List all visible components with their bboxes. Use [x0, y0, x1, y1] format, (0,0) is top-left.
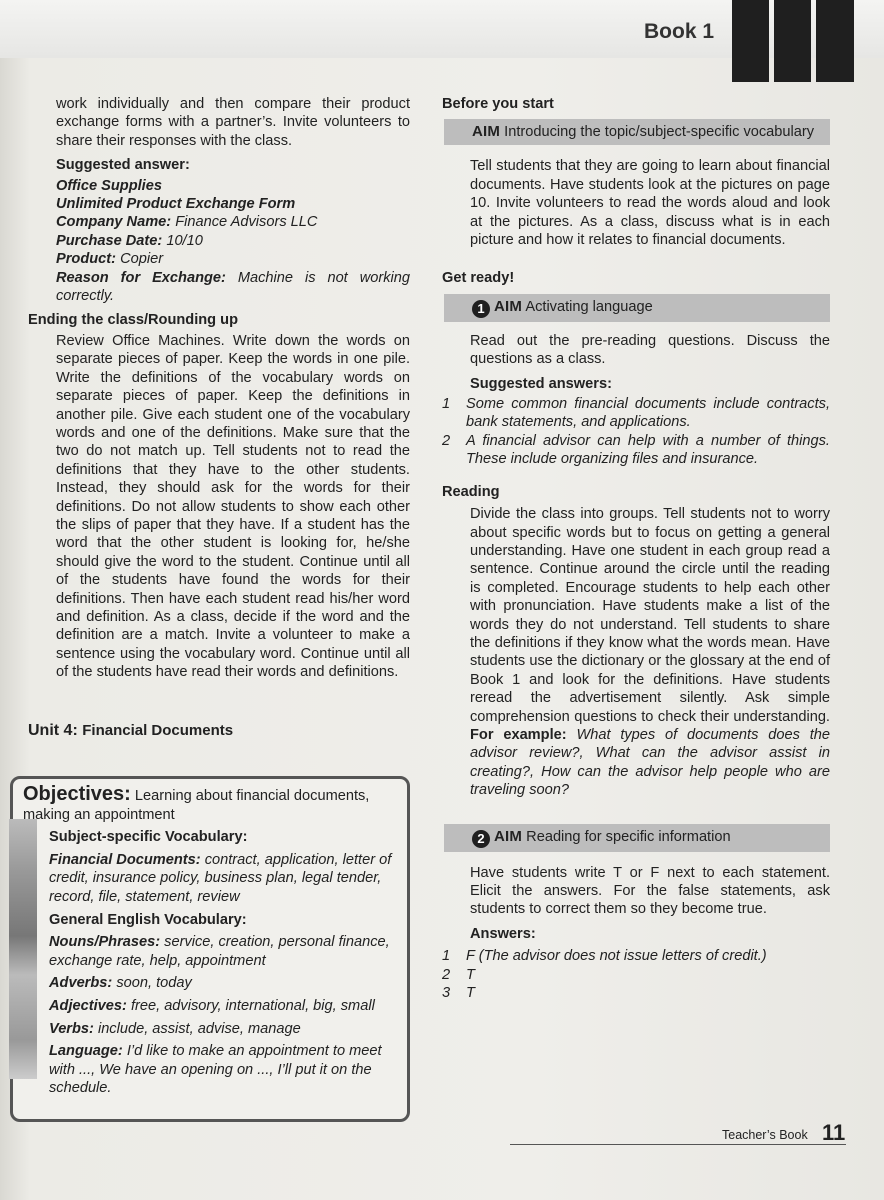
suggested-answers-heading: Suggested answers:: [470, 375, 612, 392]
nouns-text: service, creation, personal finance, exchange rate, help, appointment: [49, 934, 390, 969]
subject-vocab-heading: Subject-specific Vocabulary:: [49, 829, 248, 846]
reason-label: Reason for Exchange:: [56, 269, 226, 286]
right-column: [442, 95, 830, 1002]
unit-heading: [28, 722, 410, 740]
adjectives-label: Adjectives:: [49, 997, 127, 1014]
footer-label: Teacher’s Book: [722, 1128, 808, 1142]
company-label: Company Name:: [56, 214, 172, 231]
adverbs-text: soon, today: [116, 975, 192, 992]
intro-text: work individually and then compare their product exchange forms with a partner’s. Invite volunteers to share their responses with the class.: [56, 96, 410, 149]
objectives-box: [10, 776, 410, 1122]
objectives-label: Objectives:: [23, 783, 131, 805]
list-item: [442, 947, 830, 965]
fin-docs-text: contract, application, letter of credit, insurance policy, business plan, legal tender, record, file, statement, review: [49, 851, 392, 905]
product-label: Product:: [56, 251, 116, 268]
side-strip: [9, 819, 37, 1079]
objectives-line: [23, 785, 407, 824]
item-number: 3: [442, 985, 451, 1002]
before-heading: Before you start: [442, 96, 554, 112]
product-value: Copier: [120, 251, 164, 268]
adjectives-text: free, advisory, international, big, small: [130, 997, 375, 1014]
form-title: Office Supplies: [56, 177, 162, 194]
reason-line: [28, 269, 410, 306]
item-text: A financial advisor can help with a number of things. These include organizing files and insurance.: [466, 432, 830, 468]
date-line: [28, 232, 410, 250]
list-item: [442, 432, 830, 469]
reading-heading: Reading: [442, 483, 500, 500]
tf-text: Have students write T or F next to each statement. Elicit the answers. For the false statements, ask students to correct them so they become true.: [470, 864, 830, 918]
header-block: [732, 0, 769, 82]
product-line: [28, 250, 410, 268]
nouns-label: Nouns/Phrases:: [49, 934, 161, 951]
left-column: [28, 95, 410, 740]
company-line: [28, 213, 410, 231]
aim-bar-3: [444, 824, 830, 852]
getready-heading: Get ready!: [442, 270, 515, 287]
date-value: 10/10: [166, 232, 203, 249]
item-text: F (The advisor does not issue letters of credit.): [466, 948, 767, 965]
list-item: [442, 395, 830, 432]
item-number: 2: [442, 432, 451, 449]
footer-rule: [510, 1144, 846, 1145]
book-title: Book 1: [644, 20, 715, 43]
suggested-answer-heading: Suggested answer:: [56, 157, 190, 174]
aim-3-text: Reading for specific information: [526, 828, 731, 845]
example-text: What types of documents does the advisor review?, What can the advisor assist in creating?, How can the advisor help people who are traveling soon?: [470, 726, 830, 799]
answers-heading: Answers:: [470, 925, 536, 942]
suggested-answers-list: [442, 395, 830, 469]
unit-number: Unit 4:: [28, 721, 78, 739]
adverbs-line: [49, 974, 407, 993]
nouns-line: [49, 933, 407, 970]
header-block: [774, 0, 811, 82]
unit-title: Financial Documents: [82, 721, 234, 739]
example-label: For example:: [470, 726, 567, 743]
aim-label: AIM: [494, 827, 523, 845]
verbs-label: Verbs:: [49, 1020, 94, 1037]
verbs-line: [49, 1020, 407, 1039]
aim-label: AIM: [472, 123, 501, 141]
item-text: T: [466, 966, 475, 983]
language-label: Language:: [49, 1043, 123, 1060]
header-block: [816, 0, 854, 82]
item-number: 1: [442, 396, 451, 413]
aim-1-text: Introducing the topic/subject-specific vocabulary: [504, 124, 815, 141]
objectives-text: Learning about financial documents, making an appointment: [23, 788, 370, 823]
header-blocks: [732, 0, 854, 82]
page-number: 11: [822, 1120, 846, 1145]
language-text: I’d like to make an appointment to meet with ..., We have an opening on ..., I’ll put it on the schedule.: [49, 1043, 382, 1097]
before-text: Tell students that they are going to learn about financial documents. Have students look at the pictures on page 10. Invite volunteers to read the words aloud and look at the pictures. As a class, discuss what is in each picture and how it relates to financial documents.: [470, 158, 830, 249]
answers-list: [442, 947, 830, 1002]
item-text: T: [466, 985, 475, 1002]
reason-value: Machine is not working correctly.: [56, 269, 410, 305]
objectives-content: [23, 783, 407, 1098]
getready-text: Read out the pre-reading questions. Discuss the questions as a class.: [470, 332, 830, 368]
ending-heading: Ending the class/Rounding up: [28, 312, 238, 329]
item-number: 2: [442, 966, 451, 983]
adverbs-label: Adverbs:: [49, 975, 113, 992]
aim-bar-2: [444, 294, 830, 322]
company-value: Finance Advisors LLC: [175, 214, 318, 231]
list-item: [442, 966, 830, 984]
language-line: [49, 1042, 407, 1098]
general-vocab-heading: General English Vocabulary:: [49, 911, 247, 928]
verbs-text: include, assist, advise, manage: [97, 1020, 301, 1037]
aim-number-badge: 1: [472, 300, 490, 318]
item-text: Some common financial documents include contracts, bank statements, and applications.: [466, 396, 830, 431]
form-subtitle: Unlimited Product Exchange Form: [56, 196, 296, 213]
fin-docs-label: Financial Documents:: [49, 851, 201, 868]
aim-label: AIM: [494, 297, 523, 315]
aim-number-badge: 2: [472, 830, 490, 848]
list-item: [442, 984, 830, 1002]
adjectives-line: [49, 997, 407, 1016]
reading-text: [442, 505, 830, 800]
aim-bar-1: [444, 119, 830, 145]
date-label: Purchase Date:: [56, 232, 163, 249]
ending-text: Review Office Machines. Write down the words on separate pieces of paper. Keep the words in one pile. Write the definitions of the vocabulary words on separate pieces of paper. Keep the definitions in another pile. Give each student one of the vocabulary words and one of the definitions. Make sure that the two do not match up. Tell students not to read the definitions that they have to the other students. Instead, they should ask for the words for their definitions. Do not allow students to show each other the slips of paper that they have. If a student has the word that the other student is looking for, he/she should give the word to the student. Continue until all of the students have found the words for their definitions. Then have each student read his/her word and definition. As a class, decide if the word and the definition are a match. Invite a volunteer to make a sentence using the vocabulary word. Continue until all of the students have read their words and definitions.: [56, 332, 410, 681]
fin-docs-line: [49, 851, 407, 907]
reading-body: Divide the class into groups. Tell students not to worry about specific words but to focus on getting a general understanding. Have one student in each group read a sentence. Continue around the circle until the reading is completed. Encourage students to help each other with pronunciation. Have students make a list of the words they do not understand. Tell students to share the definitions if they know what the words mean. Have students use the dictionary or the glossary at the end of Book 1 and look for the definitions. Have students reread the advertisement silently. Ask simple comprehension questions to check their understanding.: [470, 506, 830, 725]
aim-2-text: Activating language: [525, 298, 653, 315]
item-number: 1: [442, 948, 451, 965]
